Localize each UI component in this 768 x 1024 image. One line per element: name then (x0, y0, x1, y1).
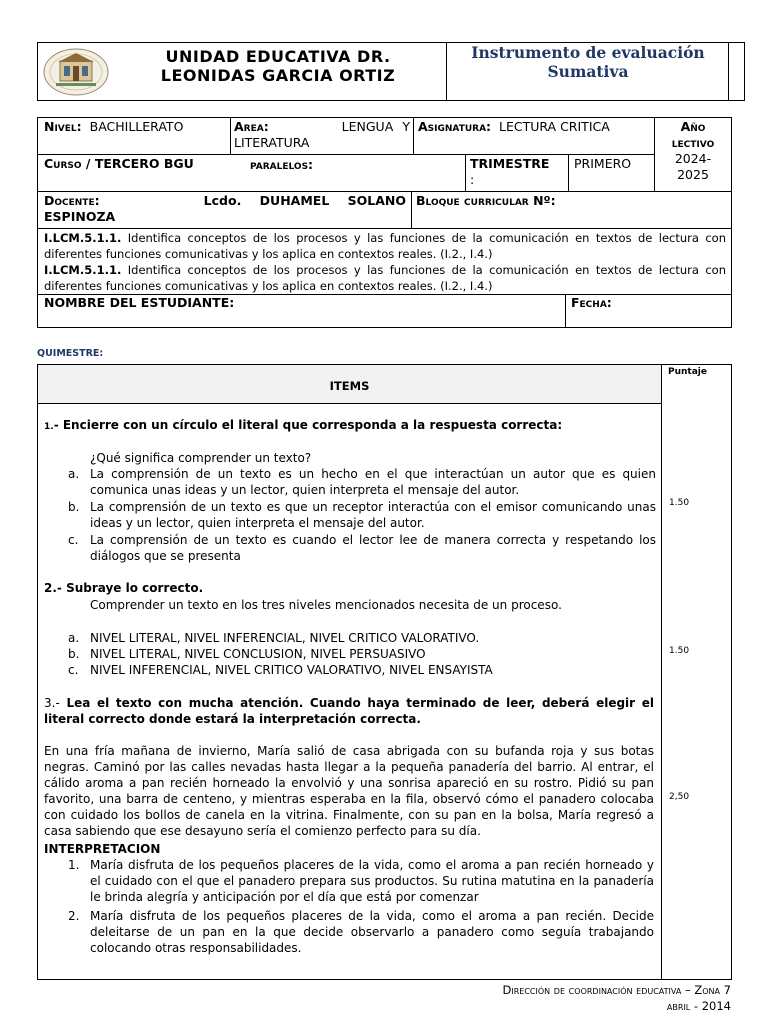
indicator-1 (44, 230, 726, 262)
q2-score: 1.50 (669, 646, 690, 656)
trimestre-cell (470, 156, 566, 188)
asignatura-label: Asignatura: (418, 119, 492, 134)
q3-passage: En una fría mañana de invierno, María salió de casa abrigada con su bufanda roja y sus botas negras. Caminó por las calles nevadas hasta llegar a la pequeña panadería del barrio. Al entrar, el cálido aroma a pan recién horneado la envolvió y una sonrisa apareció en su rostro. Pidió su pan favorito, una barra de centeno, y mientras esperaba en la fila, observó cómo el panadero colocaba con cuidado los bollos de canela en la vitrina. Finalmente, con su pan en la bolsa, María regresó a casa sabiendo que ese desayuno sería el comienzo perfecto para su día. (44, 744, 654, 838)
nivel-cell (44, 119, 229, 135)
instrument-title-line1: Instrumento de evaluación (471, 43, 705, 62)
q1-option-c-mark: c. (68, 533, 79, 547)
area-cell (234, 119, 410, 151)
nivel-value: BACHILLERATO (89, 119, 184, 134)
items-header (38, 365, 661, 404)
indicator-1-code: I.LCM.5.1.1. (44, 231, 122, 245)
items-table (37, 364, 732, 980)
q3-option-1-mark: 1. (68, 858, 80, 872)
nivel-label: Nivel: (44, 119, 82, 134)
area-value: LENGUA Y LITERATURA (234, 119, 410, 150)
anio-cell (655, 119, 731, 183)
q1-score: 1.50 (669, 498, 690, 508)
q3-interpretation-label: INTERPRETACION (44, 842, 161, 856)
instrument-title (448, 43, 728, 81)
docente-value: Lcdo. DUHAMEL SOLANO (203, 193, 406, 208)
school-name (118, 47, 438, 85)
items-header-label: ITEMS (329, 379, 370, 393)
footer-coordination: Dirección de coordinación educativa – Zona 7 (502, 983, 731, 997)
q1-instruction: - Encierre con un círculo el literal que corresponda a la respuesta correcta: (53, 418, 563, 432)
paralelos-label: paralelos: (250, 157, 314, 172)
q2-option-a: NIVEL LITERAL, NIVEL INFERENCIAL, NIVEL CRITICO VALORATIVO. (90, 631, 480, 645)
q1-option-a-mark: a. (68, 467, 80, 481)
q1-title (44, 417, 656, 435)
q1-option-b-mark: b. (68, 500, 80, 514)
area-label: Area: (234, 119, 269, 134)
indicator-1-text: Identifica conceptos de los procesos y las funciones de la comunicación en textos de lectura con diferentes funciones comunicativas y los aplica en contextos reales. (I.2., I.4.) (44, 231, 726, 261)
asignatura-cell (418, 119, 658, 135)
quimestre-label: QUIMESTRE: (37, 348, 104, 359)
q1-option-a: La comprensión de un texto es un hecho en el que interactúan un autor que es quien comunica unas ideas y un lector, quien interpreta el mensaje del autor. (90, 467, 656, 497)
q3-score: 2,50 (669, 792, 690, 802)
indicator-2 (44, 262, 726, 294)
school-name-line2: LEONIDAS GARCIA ORTIZ (160, 66, 396, 85)
q3-option-2-mark: 2. (68, 909, 80, 923)
docente-label: Docente: (44, 193, 100, 208)
document-header (37, 42, 745, 101)
q1-number: 1. (44, 422, 54, 432)
q3-number: 3.- (44, 696, 60, 710)
curso-cell: Curso / TERCERO BGU (44, 156, 194, 171)
bloque-label: Bloque curricular Nº: (416, 193, 556, 208)
indicator-2-code: I.LCM.5.1.1. (44, 263, 122, 277)
trimestre-value: PRIMERO (574, 156, 632, 171)
q1-option-b: La comprensión de un texto es que un receptor interactúa con el emisor comunicando unas ideas y un lector, quien interpreta el mensaje del autor. (90, 500, 656, 530)
q2-option-c: NIVEL INFERENCIAL, NIVEL CRITICO VALORATIVO, NIVEL ENSAYISTA (90, 663, 493, 677)
fecha-label: Fecha: (571, 295, 612, 310)
trimestre-colon: : (470, 172, 475, 187)
q3-instruction: Lea el texto con mucha atención. Cuando haya terminado de leer, deberá elegir el literal correcto donde estará la interpretación correcta. (44, 696, 654, 726)
puntaje-header: Puntaje (668, 367, 707, 377)
anio-value-start: 2024- (674, 151, 712, 166)
q3-title (44, 695, 654, 727)
q2-option-b: NIVEL LITERAL, NIVEL CONCLUSION, NIVEL PERSUASIVO (90, 647, 426, 661)
trimestre-label: TRIMESTRE (470, 156, 550, 171)
q2-option-b-mark: b. (68, 647, 80, 661)
info-table (37, 117, 732, 328)
footer-date: abril - 2014 (666, 999, 731, 1013)
school-name-line1: UNIDAD EDUCATIVA DR. (165, 47, 391, 66)
q2-option-c-mark: c. (68, 663, 79, 677)
q1-question: ¿Qué significa comprender un texto? (90, 451, 312, 465)
docente-value-line2: ESPINOZA (44, 209, 116, 224)
indicator-2-text: Identifica conceptos de los procesos y las funciones de la comunicación en textos de lectura con diferentes funciones comunicativas y los aplica en contextos reales. (I.2., I.4.) (44, 263, 726, 293)
docente-cell (44, 193, 406, 225)
lectivo-label: lectivo (671, 135, 715, 150)
asignatura-value: LECTURA CRITICA (499, 119, 610, 134)
q2-option-a-mark: a. (68, 631, 80, 645)
school-logo (42, 47, 110, 97)
student-name-label: NOMBRE DEL ESTUDIANTE: (44, 295, 235, 310)
q3-option-2: María disfruta de los pequeños placeres de la vida, como el aroma a pan recién. Decide deleitarse de un pan en la que decide observarlo a panadero como seguía trabajando colocando otras responsabilidades. (90, 909, 654, 955)
q1-option-c: La comprensión de un texto es cuando el lector lee de manera correcta y respetando los diálogos que se presenta (90, 533, 656, 563)
anio-label: Año (680, 119, 706, 134)
q2-statement: Comprender un texto en los tres niveles mencionados necesita de un proceso. (90, 598, 562, 612)
anio-value-end: 2025 (677, 167, 709, 182)
instrument-title-line2: Sumativa (547, 62, 629, 81)
q3-option-1: María disfruta de los pequeños placeres de la vida, como el aroma a pan recién horneado y el cuidado con el que el panadero prepara sus productos. Su rutina matutina en la panadería le brinda alegría y anticipación por el día que está por comenzar (90, 858, 654, 904)
q2-title: 2.- Subraye lo correcto. (44, 581, 204, 595)
